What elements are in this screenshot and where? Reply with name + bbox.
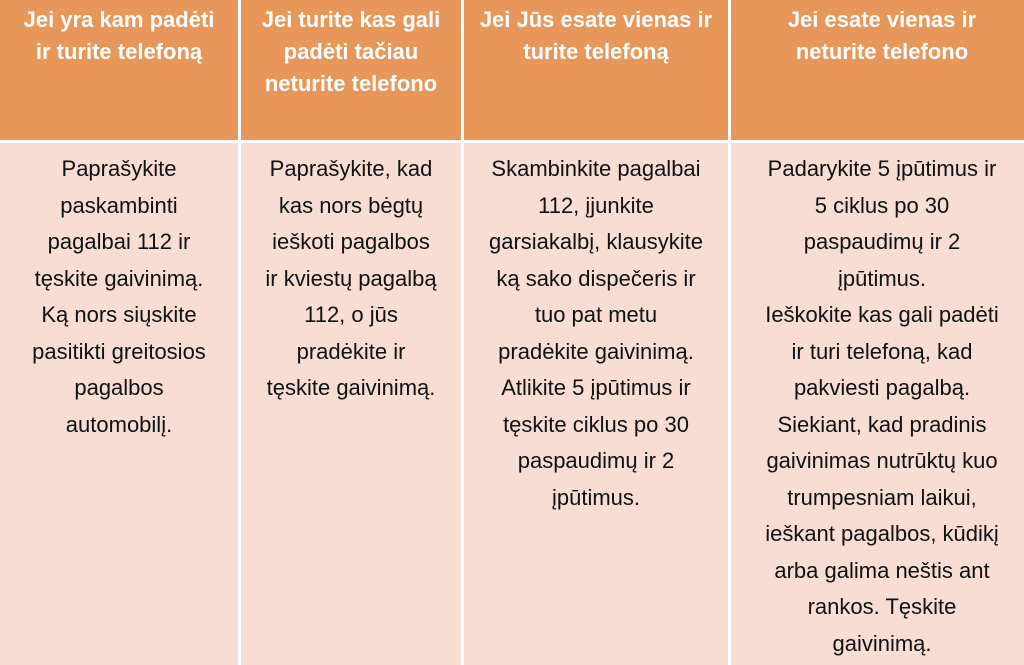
body-cell-helper-without-phone: Paprašykite, kad kas nors bėgtų ieškoti pagalbos ir kviestų pagalbą 112, o jūs pradėkite ir tęskite gaivinimą. <box>241 143 461 665</box>
header-cell-alone-with-phone: Jei Jūs esate vienas ir turite telefoną <box>464 0 728 140</box>
header-cell-helper-with-phone: Jei yra kam padėti ir turite telefoną <box>0 0 238 140</box>
body-cell-helper-with-phone: Paprašykite paskambinti pagalbai 112 ir tęskite gaivinimą. Ką nors siųskite pasitikti greitosios pagalbos automobilį. <box>0 143 238 665</box>
header-cell-helper-without-phone: Jei turite kas gali padėti tačiau neturite telefono <box>241 0 461 140</box>
header-cell-alone-without-phone: Jei esate vienas ir neturite telefono <box>731 0 1024 140</box>
body-cell-alone-with-phone: Skambinkite pagalbai 112, įjunkite garsiakalbį, klausykite ką sako dispečeris ir tuo pat metu pradėkite gaivinimą. Atlikite 5 įpūtimus ir tęskite ciklus po 30 paspaudimų ir 2 įpūtimus. <box>464 143 728 665</box>
body-cell-alone-without-phone: Padarykite 5 įpūtimus ir 5 ciklus po 30 paspaudimų ir 2 įpūtimus. Ieškokite kas gali padėti ir turi telefoną, kad pakviesti pagalbą. Siekiant, kad pradinis gaivinimas nutrūktų kuo trumpesniam laikui, ieškant pagalbos, kūdikį arba galima neštis ant rankos. Tęskite gaivinimą. <box>731 143 1024 665</box>
